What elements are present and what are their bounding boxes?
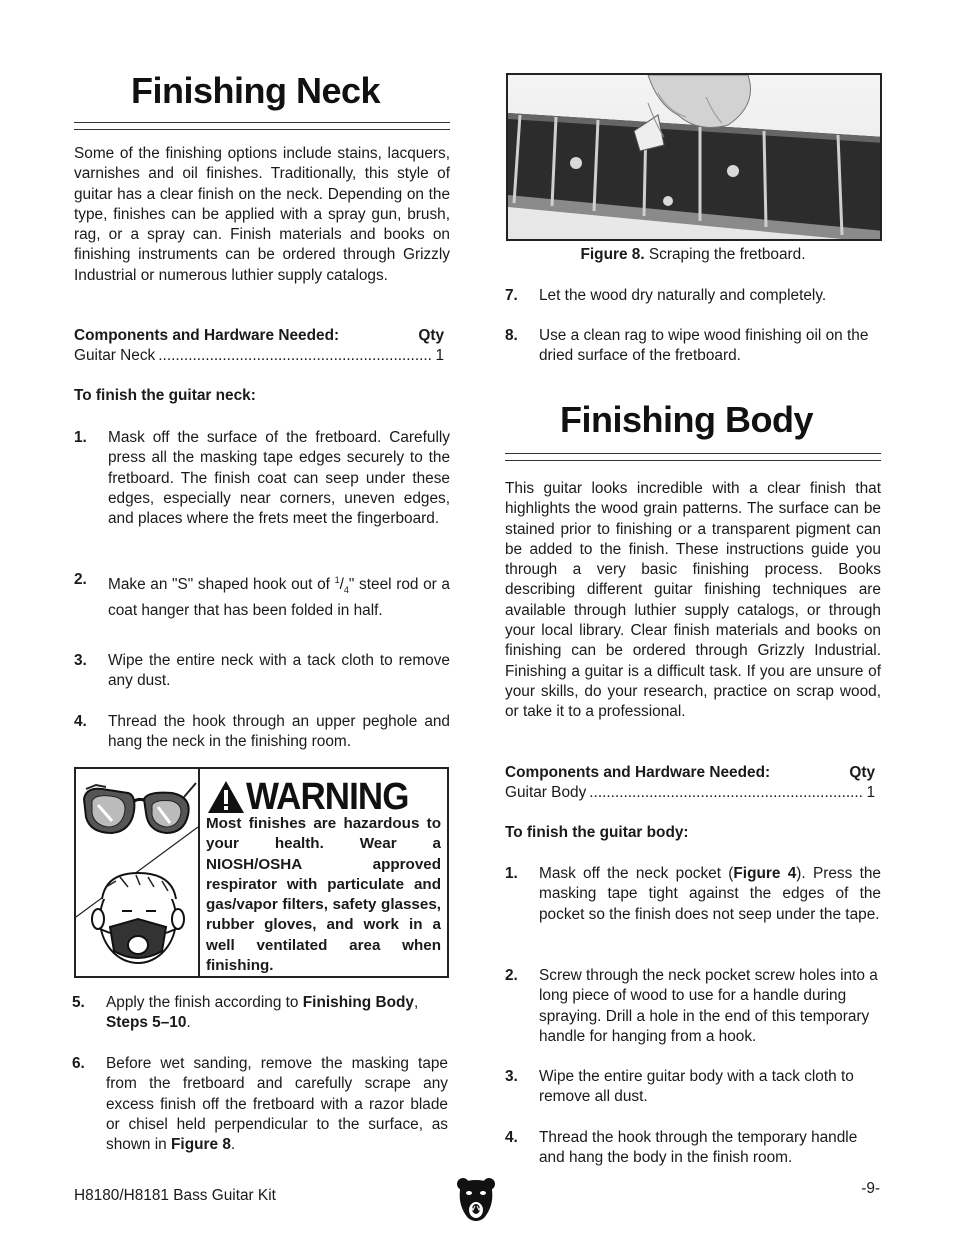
step-text: Use a clean rag to wipe wood finishing oil on the dried surface of the fretboard. xyxy=(539,327,869,365)
neck-procedure-heading: To finish the guitar neck: xyxy=(74,387,256,404)
body-step-3 xyxy=(505,1067,881,1108)
component-name: Guitar Body xyxy=(505,784,587,801)
safety-glasses-icon xyxy=(84,783,196,833)
step-text: Apply the finish according to Finishing Body, Steps 5–10. xyxy=(106,994,419,1032)
neck-step-5 xyxy=(72,993,448,1034)
step-number: 3. xyxy=(505,1068,518,1085)
step-number: 4. xyxy=(74,713,87,730)
neck-step-1 xyxy=(74,428,450,529)
step-number: 1. xyxy=(505,865,518,882)
body-component-row xyxy=(505,784,875,802)
warning-box xyxy=(74,767,449,978)
step-text: Before wet sanding, remove the masking tape from the fretboard and carefully scrape any excess finish off the fretboard with a razor blade or chisel held perpendicular to the surface, as shown in Figure 8. xyxy=(106,1055,448,1154)
step-number: 2. xyxy=(505,967,518,984)
respirator-face-icon xyxy=(92,873,184,963)
step-text: Make an "S" shaped hook out of $^1/_4$" steel rod or a coat hanger that has been folded in half. xyxy=(108,575,450,619)
step-text: Wipe the entire guitar body with a tack cloth to remove all dust. xyxy=(539,1068,854,1106)
page-number: -9- xyxy=(861,1180,880,1197)
fraction-denominator: 4 xyxy=(343,585,349,596)
step-number: 4. xyxy=(505,1129,518,1146)
title-rule xyxy=(74,122,450,130)
grizzly-bear-logo-icon xyxy=(456,1176,496,1224)
neck-step-2 xyxy=(74,570,450,621)
neck-step-8 xyxy=(505,326,881,367)
body-step-1 xyxy=(505,864,881,925)
qty-label: Qty xyxy=(418,327,444,344)
step-text: Thread the hook through the temporary handle and hang the body in the finish room. xyxy=(539,1129,858,1167)
warning-triangle-icon xyxy=(206,779,246,815)
section-title-finishing-neck: Finishing Neck xyxy=(131,70,381,111)
body-intro-paragraph: This guitar looks incredible with a clear finish that highlights the wood grain patterns. The surface can be stained prior to finishing or a transparent pigment can be added to the finish. These instructions guide you through a very basic finishing process. Books describing different guitar finishing techniques are available through luthier supply catalogs, or through your local library. Clear finish materials and books on finishing can be ordered through Grizzly Industrial. Finishing a guitar is a difficult task. If you are unsure of your skills, do your research, practice on scrap wood, or take it to a professional. xyxy=(505,480,881,721)
qty-label: Qty xyxy=(849,764,875,781)
neck-step-3 xyxy=(74,651,450,692)
warning-text: Most finishes are hazardous to your health. Wear a NIOSH/OSHA approved respirator with particulate and gas/vapor filters, safety glasses, rubber gloves, and work in a well ventilated area when finishing. xyxy=(206,815,441,975)
step-number: 5. xyxy=(72,994,85,1011)
footer-model: H8180/H8181 Bass Guitar Kit xyxy=(74,1187,276,1204)
safety-gear-icons xyxy=(76,769,200,976)
step-text: Let the wood dry naturally and completely. xyxy=(539,287,827,304)
step-number: 1. xyxy=(74,429,87,446)
figure-8-caption: Figure 8. Scraping the fretboard. xyxy=(580,246,806,263)
fraction-numerator: 1 xyxy=(334,575,340,585)
leader-dots xyxy=(158,347,432,365)
leader-dots xyxy=(589,784,863,802)
fretboard-scraping-photo xyxy=(508,75,882,241)
body-procedure-heading: To finish the guitar body: xyxy=(505,824,689,841)
step-text: Wipe the entire neck with a tack cloth to remove any dust. xyxy=(108,652,450,690)
step-number: 3. xyxy=(74,652,87,669)
warning-icons-panel xyxy=(76,769,200,976)
step-number: 8. xyxy=(505,327,518,344)
step-text: Thread the hook through an upper peghole and hang the neck in the finishing room. xyxy=(108,713,450,751)
step-number: 7. xyxy=(505,287,518,304)
components-label: Components and Hardware Needed: xyxy=(74,327,340,344)
step-number: 2. xyxy=(74,571,87,588)
neck-intro-paragraph: Some of the finishing options include stains, lacquers, varnishes and oil finishes. Traditionally, this style of guitar has a clear finish on the neck. Depending on the type, finishes can be applied with a spray gun, brush, rag, or a spray can. Finish materials and books on finishing instruments can be ordered through Grizzly Industrial or numerous luthier supply catalogs. xyxy=(74,145,450,284)
step-text: Mask off the neck pocket (Figure 4). Press the masking tape tight against the edges of the pocket so the finish does not seep under the tape. xyxy=(539,865,881,923)
figure-8-image xyxy=(506,73,882,241)
neck-step-4 xyxy=(74,712,450,753)
component-qty: 1 xyxy=(435,347,444,364)
component-name: Guitar Neck xyxy=(74,347,156,364)
title-rule xyxy=(505,453,881,461)
body-step-4 xyxy=(505,1128,881,1169)
neck-step-7 xyxy=(505,286,881,306)
body-components-heading xyxy=(505,764,875,782)
neck-component-row xyxy=(74,347,444,365)
components-label: Components and Hardware Needed: xyxy=(505,764,771,781)
section-title-finishing-body: Finishing Body xyxy=(560,399,813,440)
warning-title xyxy=(206,777,423,817)
step-text: Screw through the neck pocket screw holes into a long piece of wood to use for a handle during spraying. Drill a hole in the end of this temporary handle for hanging from a hook. xyxy=(539,967,878,1045)
component-qty: 1 xyxy=(866,784,875,801)
neck-components-heading xyxy=(74,327,444,345)
neck-step-6 xyxy=(72,1054,448,1155)
body-step-2 xyxy=(505,966,881,1047)
step-number: 6. xyxy=(72,1055,85,1072)
step-text: Mask off the surface of the fretboard. Carefully press all the masking tape edges securely to the fretboard. The finish coat can seep under these edges, especially near corners, uneven edges, and places where the frets meet the fingerboard. xyxy=(108,429,450,528)
warning-word: WARNING xyxy=(246,775,409,818)
